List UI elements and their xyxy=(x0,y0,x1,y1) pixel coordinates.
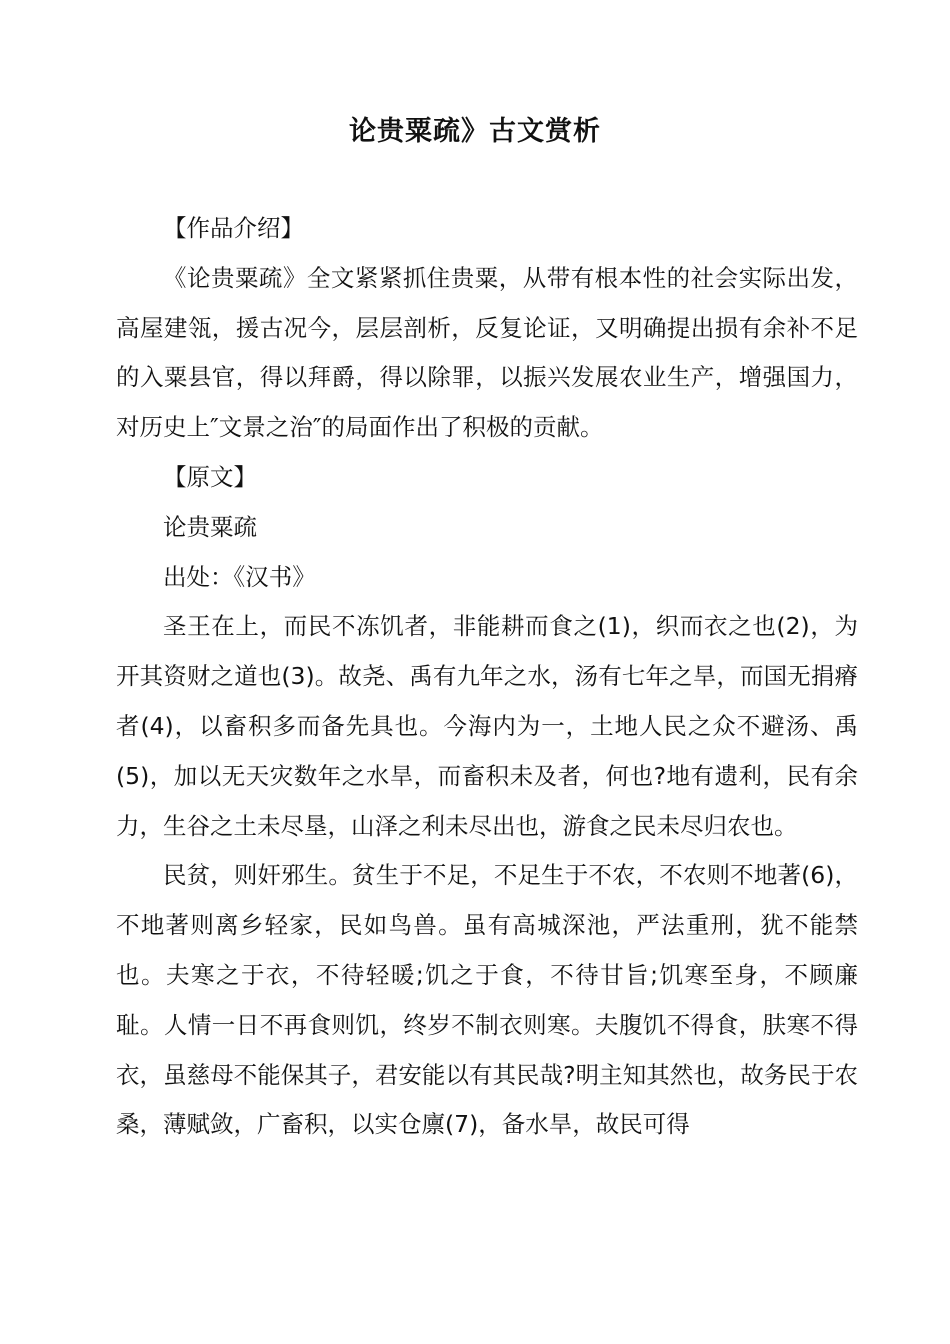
intro-paragraph: 《论贵粟疏》全文紧紧抓住贵粟，从带有根本性的社会实际出发，高屋建瓴，援古况今，层层剖析，反复论证，又明确提出损有余补不足的入粟县官，得以拜爵，得以除罪，以振兴发展农业生产，增强国力，对历史上″文景之治″的局面作出了积极的贡献。 xyxy=(116,263,858,442)
source-line: 出处：《汉书》 xyxy=(163,562,316,591)
original-paragraph-1: 圣王在上，而民不冻饥者，非能耕而食之(1)，织而衣之也(2)，为开其资财之道也(3)。故尧、禹有九年之水，汤有七年之旱，而国无捐瘠者(4)，以畜积多而备先具也。今海内为一，土地人民之众不避汤、禹(5)，加以无天灾数年之水旱，而畜积未及者，何也?地有遗利，民有余力，生谷之土未尽垦，山泽之利未尽出也，游食之民未尽归农也。 xyxy=(116,612,858,840)
section-heading-intro: 【作品介绍】 xyxy=(163,214,304,242)
section-heading-original: 【原文】 xyxy=(163,462,257,491)
original-title: 论贵粟疏 xyxy=(163,512,257,541)
document-title: 论贵粟疏》古文赏析 xyxy=(349,116,601,147)
original-paragraph-2: 民贫，则奸邪生。贫生于不足，不足生于不农，不农则不地著(6)，不地著则离乡轻家，民如鸟兽。虽有高城深池，严法重刑，犹不能禁也。夫寒之于衣，不待轻暖;饥之于食，不待甘旨;饥寒至身，不顾廉耻。人情一日不再食则饥，终岁不制衣则寒。夫腹饥不得食，肤寒不得衣，虽慈母不能保其子，君安能以有其民哉?明主知其然也，故务民于农桑，薄赋敛，广畜积，以实仓廪(7)，备水旱，故民可得 xyxy=(116,861,858,1139)
document-body xyxy=(116,204,858,1150)
